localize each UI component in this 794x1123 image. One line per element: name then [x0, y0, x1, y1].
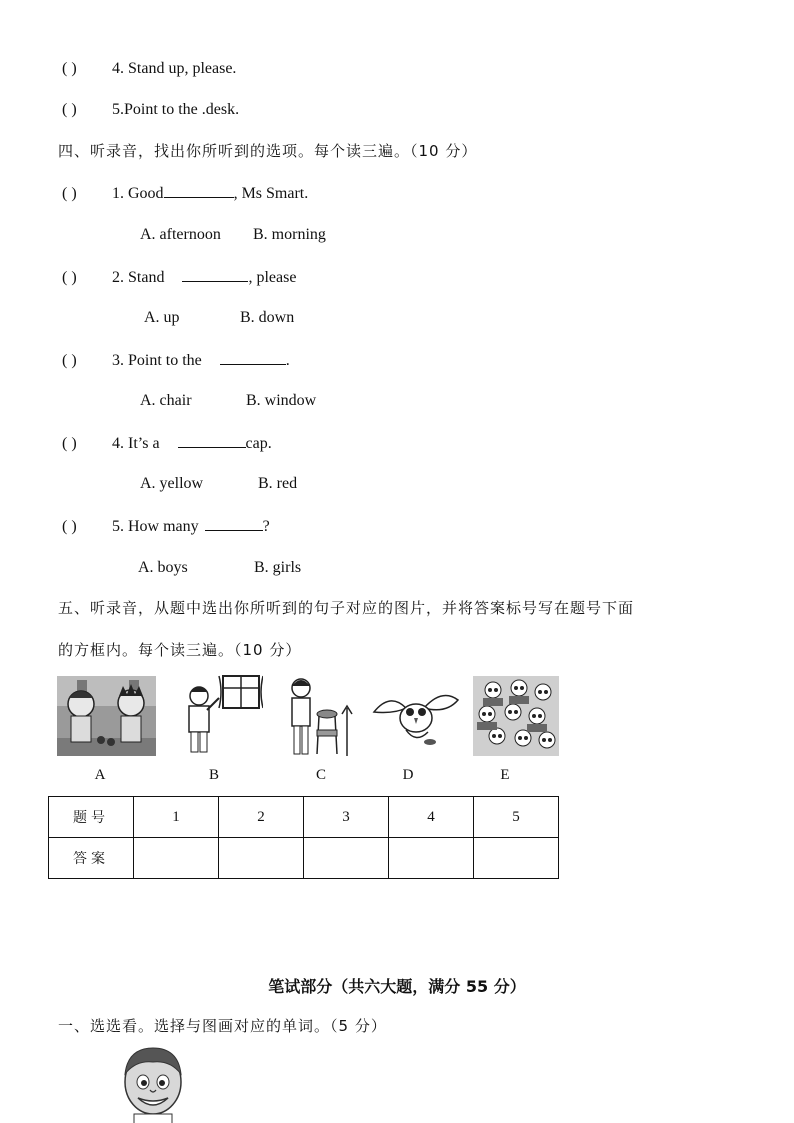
fill-blank[interactable] — [220, 350, 286, 365]
table-row — [49, 838, 559, 879]
table-row — [49, 797, 559, 838]
fill-blank[interactable] — [178, 433, 246, 448]
answer-paren[interactable]: ( ) — [62, 185, 77, 202]
pandas-picture — [473, 676, 559, 756]
answer-cell[interactable] — [304, 838, 389, 879]
girl-chair-standing-picture — [287, 674, 357, 758]
answer-cell[interactable] — [474, 838, 559, 879]
answer-cell[interactable] — [219, 838, 304, 879]
table-label-answer: 答案 — [49, 838, 134, 879]
answer-cell[interactable] — [389, 838, 474, 879]
question-text-post: ? — [262, 518, 270, 535]
table-number-cell: 3 — [304, 797, 389, 838]
picture-letter-a: A — [94, 767, 106, 783]
s4-question-2 — [62, 267, 296, 288]
answer-table — [48, 796, 559, 879]
picture-letter-c: C — [315, 767, 326, 783]
answer-cell[interactable] — [134, 838, 219, 879]
boy-face-picture — [120, 1044, 186, 1123]
s4-question-3 — [62, 350, 290, 371]
s4-q2-option-a: A. up — [144, 309, 180, 326]
s4-question-5 — [62, 516, 270, 537]
question-text: 4. Stand up, please. — [112, 60, 237, 77]
question-text: 5.Point to the .desk. — [112, 101, 240, 118]
question-text: 2. Stand — [112, 269, 165, 286]
picture-letter-d: D — [402, 767, 414, 783]
table-number-cell: 4 — [389, 797, 474, 838]
written-part-title: 笔试部分（共六大题，满分 55 分） — [268, 977, 526, 996]
answer-paren[interactable]: ( ) — [62, 101, 77, 118]
picture-letter-e: E — [500, 767, 510, 783]
section5-heading-line1: 五、听录音，从题中选出你所听到的句子对应的图片，并将答案标号写在题号下面 — [58, 599, 635, 617]
s4-q4-option-a: A. yellow — [140, 475, 204, 492]
s4-q2-option-b: B. down — [240, 309, 295, 326]
answer-paren[interactable]: ( ) — [62, 518, 77, 535]
picture-letter-b: B — [208, 767, 219, 783]
question-text-post: , please — [248, 269, 297, 286]
question-text-post: . — [285, 352, 290, 369]
table-label-number: 题号 — [49, 797, 134, 838]
question-text: 5. How many — [112, 518, 199, 535]
boy-pointing-window-picture — [183, 674, 263, 756]
bird-picture — [370, 684, 460, 748]
s4-q1-option-b: B. morning — [253, 226, 326, 243]
answer-paren[interactable]: ( ) — [62, 352, 77, 369]
fill-blank[interactable] — [205, 516, 263, 531]
answer-paren[interactable]: ( ) — [62, 435, 77, 452]
fill-blank[interactable] — [164, 183, 234, 198]
table-number-cell: 5 — [474, 797, 559, 838]
answer-paren[interactable]: ( ) — [62, 60, 77, 77]
written-section1-heading: 一、选选看。选择与图画对应的单词。（5 分） — [58, 1017, 387, 1035]
s4-q3-option-b: B. window — [246, 392, 317, 409]
question-text-post: , Ms Smart. — [233, 185, 309, 202]
s4-q5-option-b: B. girls — [254, 559, 302, 576]
fill-blank[interactable] — [182, 267, 248, 282]
s4-question-1 — [62, 183, 308, 204]
question-text: 3. Point to the — [112, 352, 202, 369]
s4-q5-option-a: A. boys — [138, 559, 188, 576]
s4-question-4 — [62, 433, 272, 454]
table-number-cell: 2 — [219, 797, 304, 838]
s4-q1-option-a: A. afternoon — [140, 226, 221, 243]
question-text-post: cap. — [245, 435, 272, 452]
question-text: 4. It’s a — [112, 435, 160, 452]
boys-classroom-picture — [57, 676, 156, 756]
section5-heading-line2: 的方框内。每个读三遍。（10 分） — [58, 641, 302, 659]
table-number-cell: 1 — [134, 797, 219, 838]
question-text: 1. Good — [112, 185, 164, 202]
question-4-top — [62, 59, 236, 79]
s4-q3-option-a: A. chair — [140, 392, 192, 409]
answer-paren[interactable]: ( ) — [62, 269, 77, 286]
question-5-top — [62, 100, 239, 120]
section4-heading: 四、听录音，找出你所听到的选项。每个读三遍。（10 分） — [58, 142, 478, 160]
s4-q4-option-b: B. red — [258, 475, 298, 492]
